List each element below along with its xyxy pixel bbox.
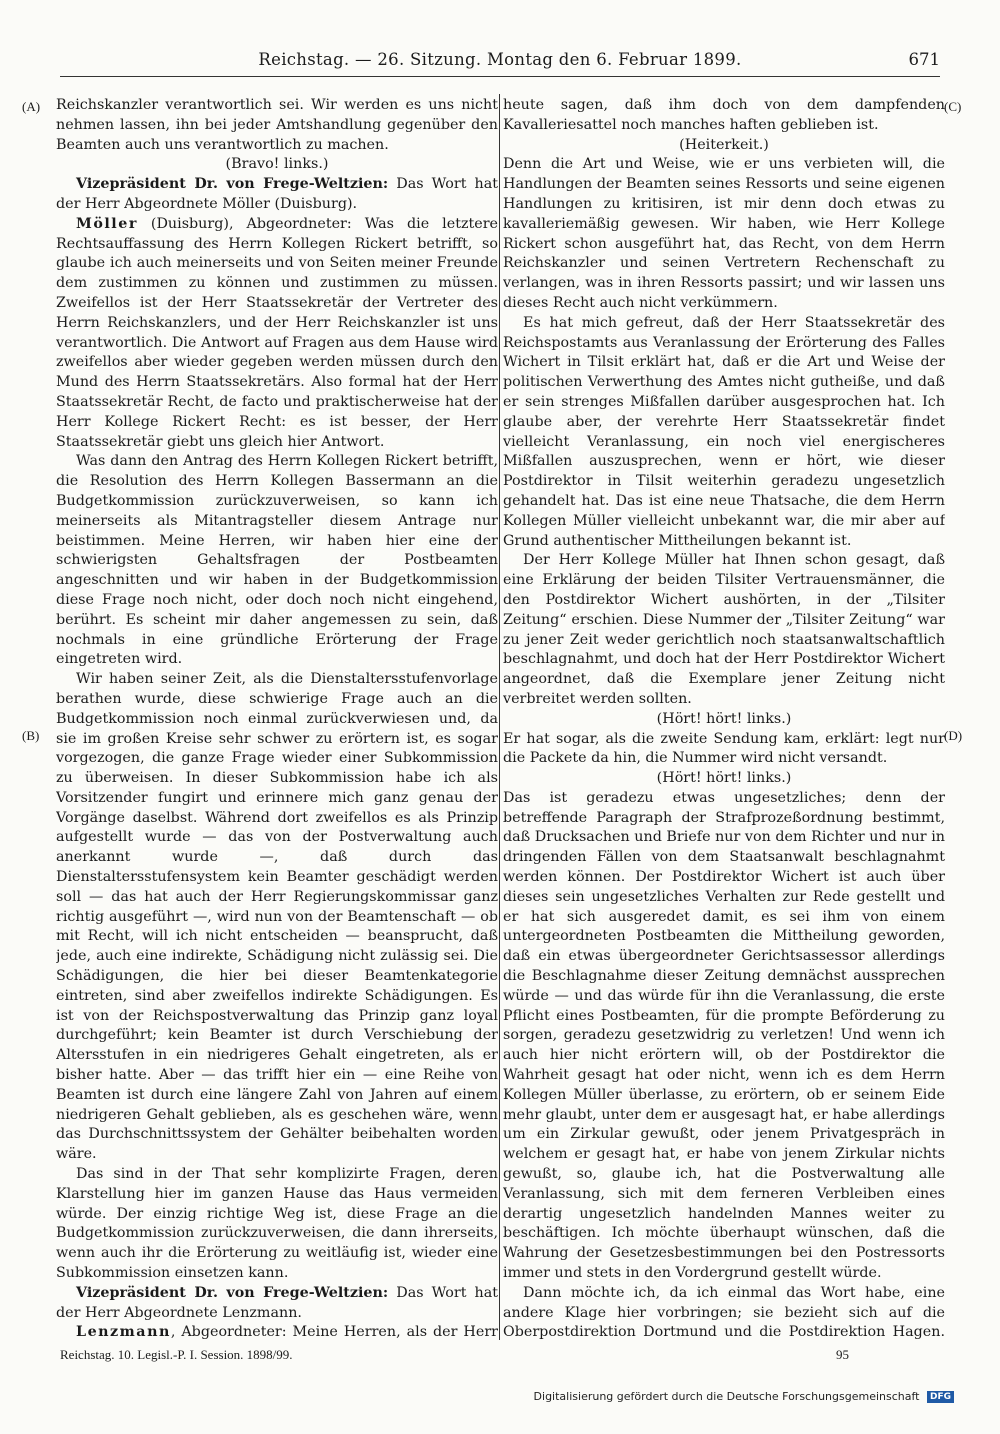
reaction: (Bravo! links.) [225, 156, 329, 173]
speech-text: Das Wort hat der Herr Abgeordnete Lenzmann. [56, 1284, 498, 1321]
speaker-name: Vizepräsident Dr. von Frege-Weltzien: [76, 1284, 389, 1301]
speech-text: , Abgeordneter: Meine Herren, als der Herr [170, 1324, 498, 1341]
speech-text: Das Wort hat der Herr Abgeordnete Möller (Duisburg). [56, 176, 498, 212]
paragraph: Reichskanzler verantwortlich sei. Wir werden es uns nicht nehmen lassen, ihn bei jeder Amtshandlung gegenüber den Beamten auch uns verantwortlich zu machen. [56, 97, 498, 153]
digitization-credit [534, 1390, 954, 1403]
margin-marker-b: (B) [22, 728, 40, 743]
margin-marker-d: (D) [944, 728, 963, 743]
speaker-name: Lenzmann [76, 1324, 171, 1341]
paragraph: Es hat mich gefreut, daß der Herr Staatssekretär des Reichspostamts aus Veranlassung der Erörterung des Falles Wichert in Tilsit erklärt hat, daß er die Art und Weise der politischen Verwerthung des Amtes nicht gutheiße, und daß er sein strenges Mißfallen darüber ausgesprochen hat. Ich glaube aber, der verehrte Herr Staatssekretär findet vielleicht Veranlassung, ein noch viel energischeres Mißfallen auszusprechen, wenn er hört, wie dieser Postdirektor in Tilsit weiterhin geradezu ungesetzlich gehandelt hat. Das ist eine neue Thatsache, die dem Herrn Kollegen Müller vielleicht unbekannt war, die mir aber auf Grund authentischer Mittheilungen bekannt ist. [503, 314, 945, 549]
paragraph [56, 1323, 498, 1342]
page-header [60, 50, 940, 77]
paragraph: heute sagen, daß ihm doch von dem dampfenden Kavalleriesattel noch manches haften geblieben ist. [503, 97, 945, 133]
paragraph: Der Herr Kollege Müller hat Ihnen schon gesagt, daß eine Erklärung der beiden Tilsiter Vertrauensmänner, die den Postdirektor Wichert aushörten, in der „Tilsiter Zeitung“ erschien. Diese Nummer der „Tilsiter Zeitung“ war zu jener Zeit weder gerichtlich noch staatsanwaltschaftlich beschlagnahmt, und doch hat der Herr Postdirektor Wichert angeordnet, daß die Exemplare jener Zeitung nicht verbreitet werden sollten. [503, 552, 945, 707]
reaction: (Hört! hört! links.) [656, 770, 792, 787]
speech-text: (Duisburg), Abgeordneter: Was die letztere Rechtsauffassung des Herrn Kollegen Rickert betrifft, so glaube ich auch meinerseits und von Seiten meiner Freunde dem zustimmen zu können und zustimmen zu müssen. Zweifellos ist der Herr Staatssekretär der Vertreter des Herrn Reichskanzlers, und der Herr Reichskanzler ist uns verantwortlich. Die Antwort auf Fragen aus dem Hause wird zweifellos aber wieder gegeben werden müssen durch den Mund des Herrn Staatssekretärs. Also formal hat der Herr Staatssekretär Recht, de facto und praktischerweise hat der Herr Kollege Rickert Recht: es ist besser, der Herr Staatssekretär giebt uns gleich hier Antwort. [56, 215, 498, 450]
paragraph: Wir haben seiner Zeit, als die Dienstaltersstufenvorlage berathen wurde, diese schwierige Frage auch an die Budgetkommission noch einmal zurückverwiesen und, da sie im großen Kreise sehr schwer zu erörtern ist, es sogar vorgezogen, die ganze Frage wieder einer Subkommission zu überweisen. In dieser Subkommission habe ich als Vorsitzender fungirt und erinnere mich ganz genau der Vorgänge daselbst. Während dort zweifellos es als Prinzip aufgestellt wurde — das von der Postverwaltung auch anerkannt wurde —, daß durch das Dienstaltersstufensystem kein Beamter geschädigt werden soll — das hat auch der Herr Regierungskommissar ganz richtig ausgeführt —, wird nun von der Beamtenschaft — ob mit Recht, will ich nicht entscheiden — beansprucht, daß jede, auch eine indirekte, Schädigung nicht zulässig sei. Die Schädigungen, die hier bei dieser Beamtenkategorie eintreten, sind aber zweifellos indirekte Schädigungen. Es ist von der Reichspostverwaltung das Prinzip ganz loyal durchgeführt; kein Beamter ist durch Verschiebung der Altersstufen in ein niedrigeres Gehalt eingetreten, als er bisher hatte. Aber — das trifft hier ein — eine Reihe von Beamten ist durch eine längere Zahl von Jahren auf einem niedrigeren Gehalt geblieben, als es geschehen wäre, wenn das Durchschnittssystem der Gehälter beibehalten worden wäre. [56, 671, 498, 1163]
column-divider [499, 94, 500, 1340]
dfg-logo: DFG [927, 1391, 954, 1403]
page-footer [60, 1347, 940, 1367]
session-info: Reichstag. 10. Legisl.-P. I. Session. 1898/99. [60, 1347, 293, 1362]
margin-marker-c: (C) [944, 99, 962, 114]
paragraph [56, 215, 498, 453]
right-column [503, 96, 945, 1342]
left-column [56, 96, 498, 1342]
paragraph: Denn die Art und Weise, wie er uns verbieten will, die Handlungen der Beamten seines Ressorts und seine eigenen Handlungen zu kritisiren, ist mir denn doch etwas zu kavalleriemäßig gewesen. Wir haben, wie Herr Kollege Rickert schon ausgeführt hat, das Recht, von dem Herrn Reichskanzler und seinen Vertretern Rechenschaft zu verlangen, was in ihren Ressorts passirt; und wir lassen uns dieses Recht auch nicht verkümmern. [503, 156, 945, 311]
speaker-name: Vizepräsident Dr. von Frege-Weltzien: [76, 176, 389, 193]
paragraph [56, 1284, 498, 1324]
paragraph: Er hat sogar, als die zweite Sendung kam, erklärt: legt nur die Packete da hin, die Nummer wird nicht versandt. [503, 730, 945, 767]
paragraph: Dann möchte ich, da ich einmal das Wort habe, eine andere Klage hier vorbringen; sie bezieht sich auf die Oberpostdirektion Dortmund und die Postdirektion Hagen. [503, 1284, 945, 1341]
margin-marker-a: (A) [22, 99, 41, 114]
page-number: 671 [908, 50, 940, 69]
sheet-number: 95 [836, 1347, 849, 1362]
speaker-name: Möller [76, 215, 138, 232]
paragraph: Das sind in der That sehr komplizirte Fragen, deren Klarstellung hier im ganzen Hause das Haus vermeiden würde. Der einzig richtige Weg ist, diese Frage an die Budgetkommission zurückzuverweisen, die dann ihrerseits, wenn auch ihr die Erörterung zu weitläufig ist, wieder eine Subkommission einsetzen kann. [56, 1166, 498, 1282]
running-title: Reichstag. — 26. Sitzung. Montag den 6. Februar 1899. [258, 50, 742, 69]
paragraph: Was dann den Antrag des Herrn Kollegen Rickert betrifft, die Resolution des Herrn Kollegen Bassermann an die Budgetkommission zurückzuverweisen, so kann ich meinerseits als Mitantragsteller diesem Antrage nur beistimmen. Meine Herren, wir haben hier eine der schwierigsten Gehaltsfragen der Postbeamten angeschnitten und wir haben in der Budgetkommission diese Frage noch nicht, oder doch noch nicht eingehend, berührt. Es scheint mir daher angemessen zu sein, daß nochmals in eine gründliche Erörterung der Frage eingetreten wird. [56, 453, 498, 668]
credit-text: Digitalisierung gefördert durch die Deutsche Forschungsgemeinschaft [533, 1390, 920, 1403]
reaction: (Heiterkeit.) [679, 136, 769, 153]
paragraph [56, 175, 498, 215]
paragraph: Das ist geradezu etwas ungesetzliches; denn der betreffende Paragraph der Strafprozeßordnung bestimmt, daß Drucksachen und Briefe nur von dem Richter und nur in dringenden Fällen von dem Staatsanwalt beschlagnahmt werden können. Der Postdirektor Wichert ist auch über dieses sein ungesetzliches Verhalten zur Rede gestellt und er hat sich ausgeredet damit, es sei ihm von einem untergeordneten Postbeamten die Mittheilung geworden, daß ein etwas übergeordneter Gerichtsassessor allerdings die Beschlagnahme dieser Zeitung demnächst aussprechen würde — und das würde für ihn die Veranlassung, die erste Pflicht eines Postbeamten, für die prompte Beförderung zu sorgen, geradezu gesetzwidrig zu verletzen! Und wenn ich auch hier nicht erörtern will, ob der Postdirektor die Wahrheit gesagt hat oder nicht, wenn ich es dem Herrn Kollegen Müller überlasse, zu erörtern, ob er seinem Eide mehr glaubt, unter dem er ausgesagt hat, er habe allerdings um ein Zirkular gewußt, oder jenem Privatgespräch in welchem er gesagt hat, er habe von jenem Zirkular nichts gewußt, so, glaube ich, hat die Postverwaltung alle Veranlassung, sich mit dem ferneren Verbleiben eines derartig ungesetzlich handelnden Mannes weiter zu beschäftigen. Ich möchte überhaupt wünschen, daß die Wahrung der Gesetzesbestimmungen bei den Postressorts immer und stets in den Vordergrund gestellt würde. [503, 789, 945, 1282]
reaction: (Hört! hört! links.) [656, 710, 792, 727]
